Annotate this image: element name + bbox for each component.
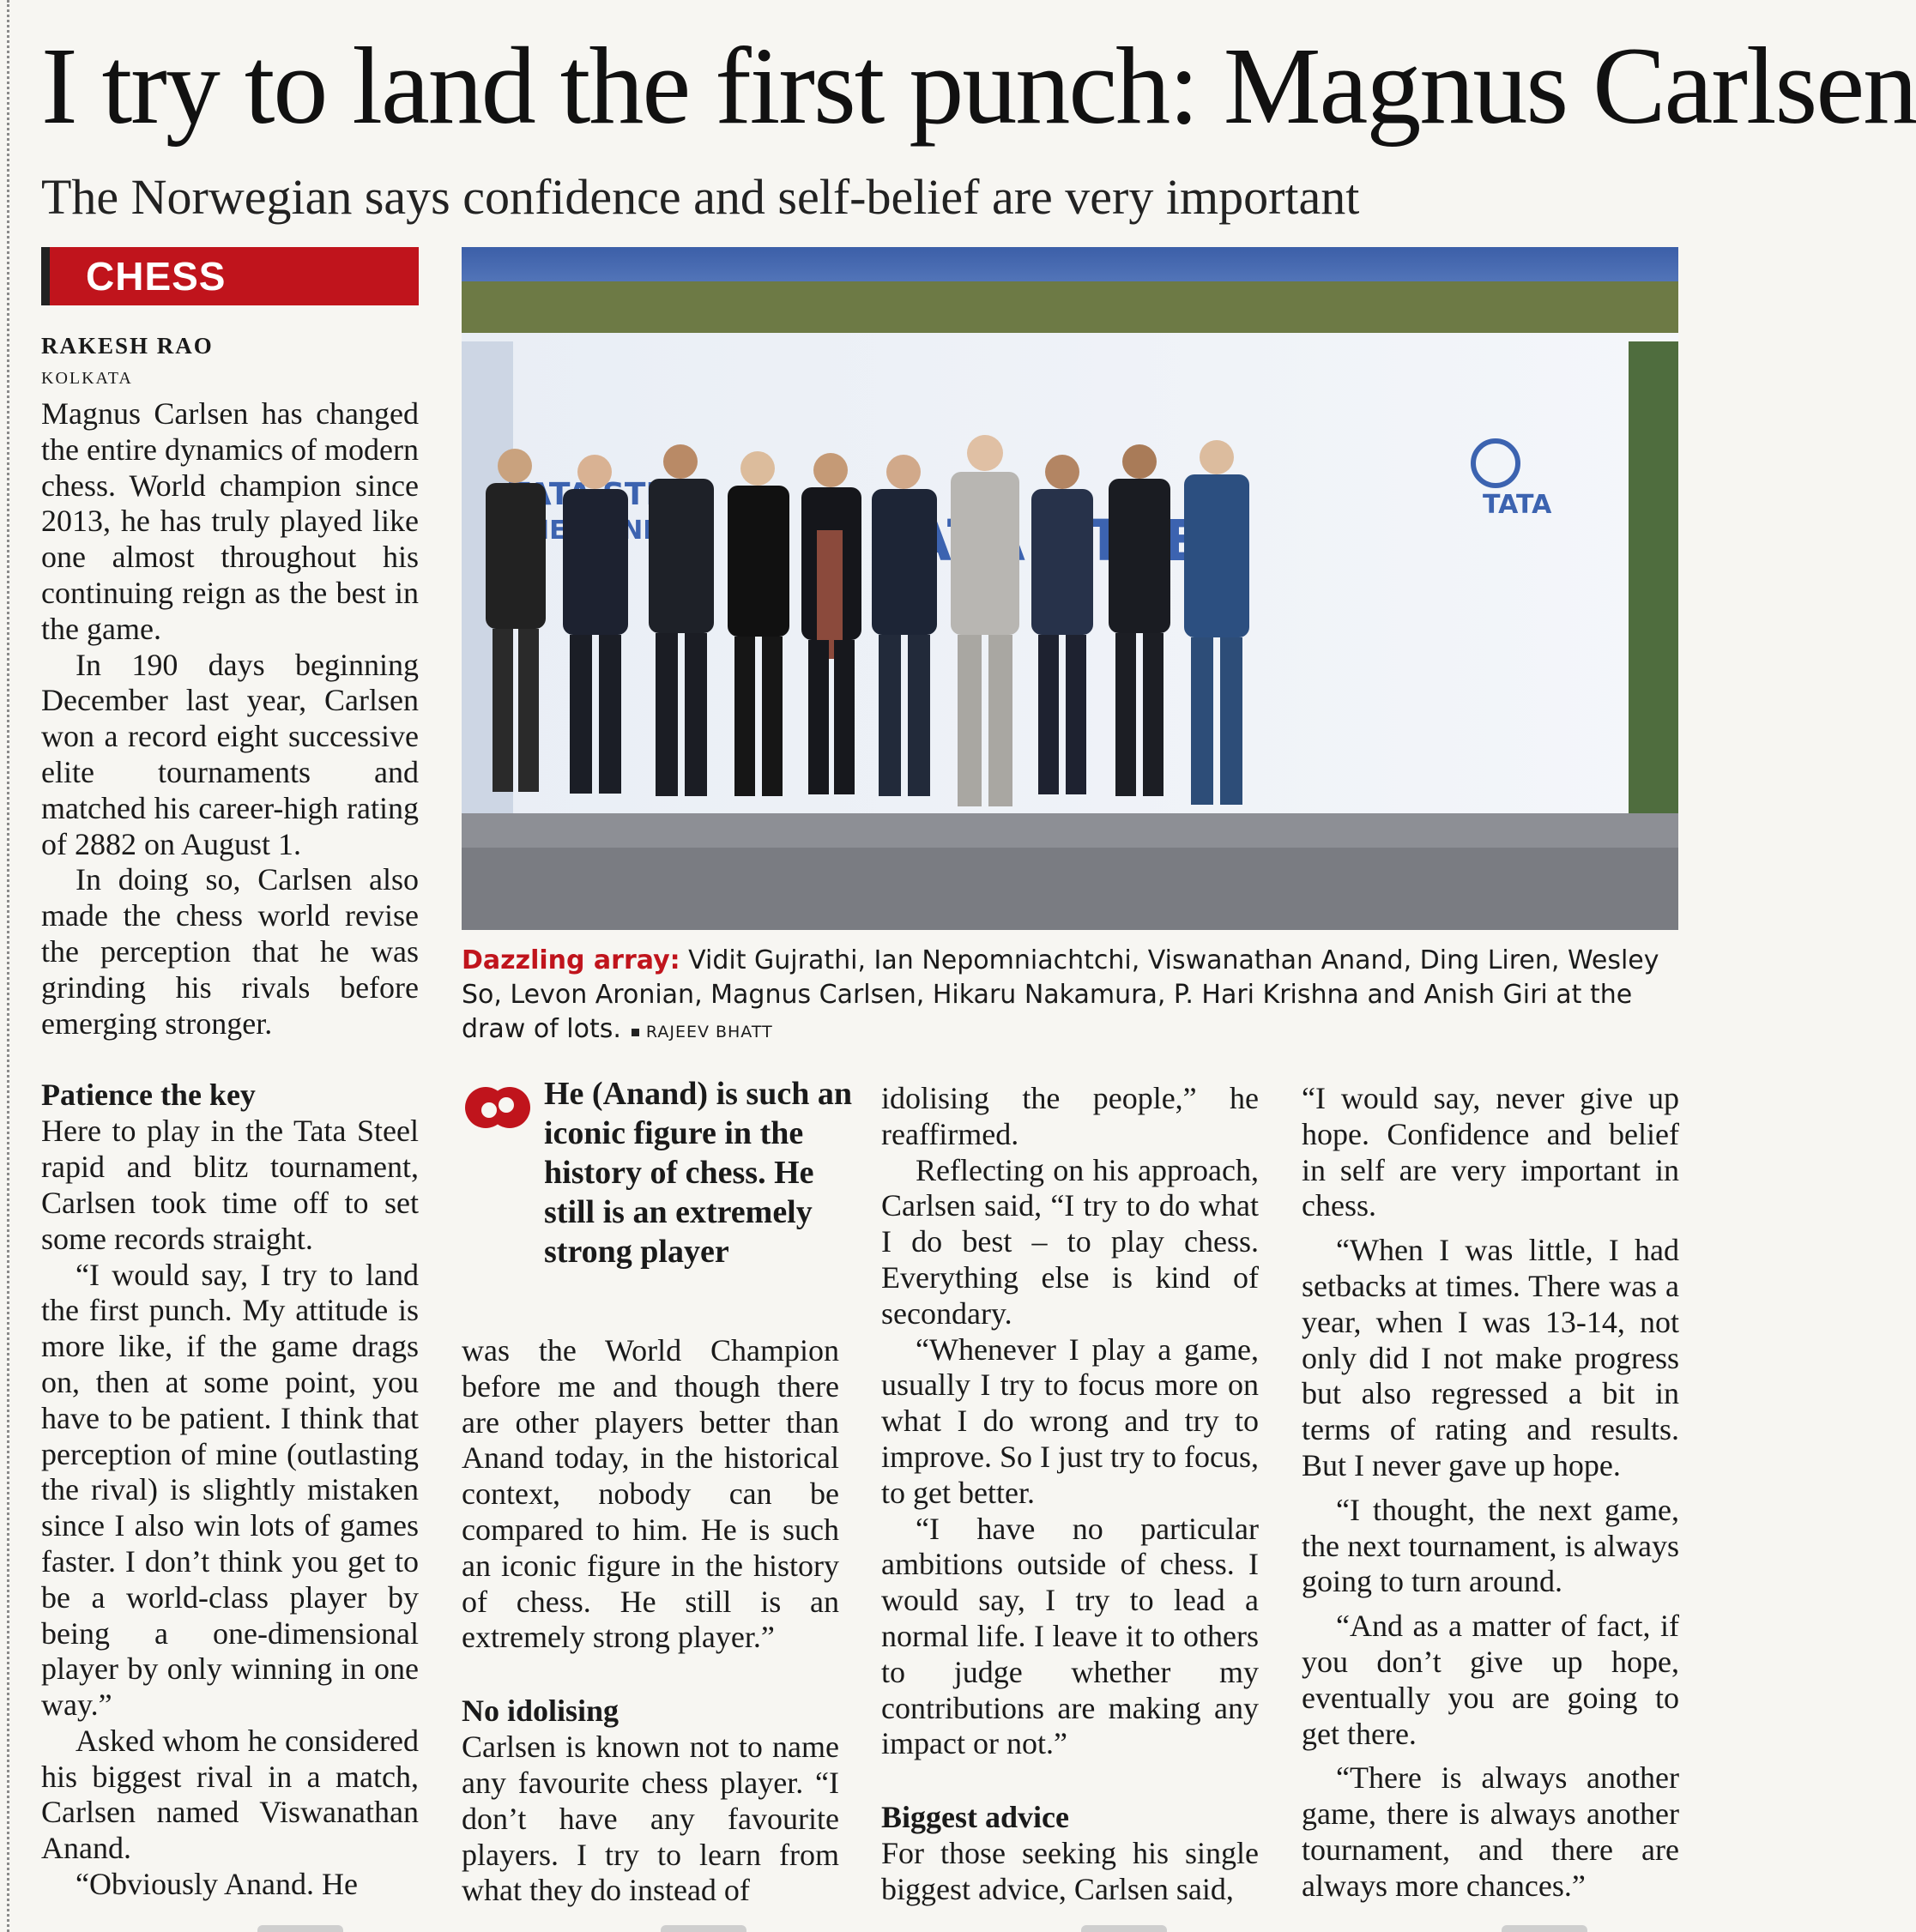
banner-text: TATA [873,508,1025,574]
paragraph: Magnus Carlsen has changed the entire dynamics of modern chess. World champion since 2013, he has truly played like one almost throughout his continuing reign as the best in the game. [41,396,419,646]
caption-lead: Dazzling array: [462,945,680,975]
paragraph: “I thought, the next game, the next tournament, is always going to turn around. [1302,1492,1679,1599]
paragraph: In 190 days beginning December last year, Carlsen won a record eight successive elite tournaments and matched his career-high rating of 2882 on August 1. [41,647,419,861]
column-3 [881,1081,1259,1908]
headline: I try to land the first punch: Magnus Carlsen [41,25,1916,147]
page-border [7,0,9,1932]
dateline: KOLKATA [41,369,133,388]
page-edge-tab [1081,1925,1167,1932]
subheading-patience: Patience the key [41,1078,256,1113]
players-photo-illustration [462,247,1678,930]
banner-text: TATA [1483,490,1552,520]
paragraph: For those seeking his single biggest advice, Carlsen said, [881,1836,1259,1906]
paragraph: “I would say, I try to land the first punch. My attitude is more like, if the game drags on, then at some point, you have to be patient. I think that perception of mine (outlasting the rival) is slightly mistaken since I also win lots of games faster. I don’t think you get to be a world-class player by being a one-dimensional player by only winning in one way.” [41,1257,419,1723]
page-edge-tab [257,1925,343,1932]
paragraph: Reflecting on his approach, Carlsen said, “I try to do what I do best – to play chess. Everything else is kind of secondary. [881,1152,1259,1331]
column-4 [1302,1081,1679,1905]
paragraph: “When I was little, I had setbacks at times. There was a year, when I was 13-14, not only did I not make progress but also regressed a bit in terms of rating and results. But I never gave up hope. [1302,1233,1679,1482]
quote-icon [462,1078,534,1138]
caption-text: Vidit Gujrathi, Ian Nepomniachtchi, Viswanathan Anand, Ding Liren, Wesley So, Levon Aronian, Magnus Carlsen, Hikaru Nakamura, P. Hari Krishna and Anish Giri at the draw of lots. [462,945,1659,1044]
column-1 [41,396,419,1903]
paragraph: In doing so, Carlsen also made the chess world revise the perception that he was grinding his rivals before emerging stronger. [41,862,419,1041]
photo-credit: RAJEEV BHATT [632,1023,773,1041]
subheading-idolising: No idolising [462,1694,620,1729]
paragraph: “And as a matter of fact, if you don’t give up hope, eventually you are going to get there. [1302,1609,1679,1751]
news-photo [462,247,1678,930]
subheadline: The Norwegian says confidence and self-belief are very important [41,169,1360,225]
paragraph: “I would say, never give up hope. Confidence and belief in self are very important in chess. [1302,1081,1679,1223]
photo-caption [462,944,1680,1049]
byline: RAKESH RAO [41,333,214,359]
page-edge-tab [661,1925,746,1932]
paragraph: “Whenever I play a game, usually I try to focus more on what I do wrong and try to improve. So I just try to focus, to get better. [881,1331,1259,1510]
paragraph: Asked whom he considered his biggest rival in a match, Carlsen named Viswanathan Anand. [41,1723,419,1866]
paragraph: was the World Champion before me and though there are other players better than Anand today, in the historical context, nobody can be compared to him. He is such an iconic figure in the history of chess. He still is an extremely strong player.” [462,1333,839,1655]
page-edge-tab [1502,1925,1587,1932]
paragraph: “I have no particular ambitions outside of chess. I would say, I try to lead a normal life. I leave it to others to judge whether my contributions are making any impact or not.” [881,1511,1259,1761]
paragraph: Here to play in the Tata Steel rapid and blitz tournament, Carlsen took time off to set some records straight. [41,1114,419,1256]
section-tag [41,247,419,305]
section-label: CHESS [86,254,227,299]
pull-quote-text: He (Anand) is such an iconic figure in the history of chess. He still is an extremely strong player [544,1076,852,1270]
banner-text: CHESS [509,516,603,546]
subheading-advice: Biggest advice [881,1800,1069,1835]
paragraph: Carlsen is known not to name any favourite chess player. “I don’t have any favourite players. I try to learn from what they do instead of [462,1730,839,1908]
paragraph: “Obviously Anand. He [76,1867,358,1902]
banner-text: TATA [509,477,592,512]
column-2 [462,1333,839,1909]
paragraph: idolising the people,” he reaffirmed. [881,1081,1259,1151]
paragraph: “There is always another game, there is always another tournament, and there are always more chances.” [1302,1760,1679,1903]
